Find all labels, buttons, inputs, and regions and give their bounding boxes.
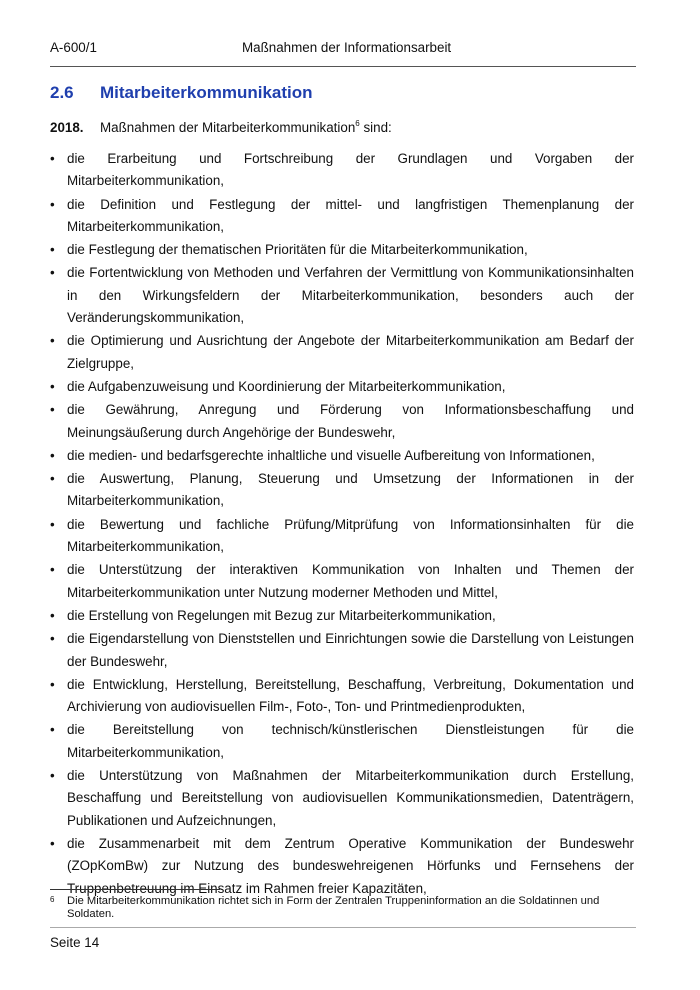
- document-title: Maßnahmen der Informationsarbeit: [242, 40, 452, 55]
- list-item: • die Erarbeitung und Fortschreibung der Grundlagen und Vorgaben der Mitarbeiterkommunikation,: [50, 148, 634, 193]
- footnote-mark: 6: [50, 895, 55, 904]
- section-number: 2.6: [50, 83, 74, 102]
- measures-list: [50, 148, 634, 901]
- page-footer: [50, 927, 636, 950]
- list-item: • die Unterstützung der interaktiven Kommunikation von Inhalten und Themen der Mitarbeiterkommunikation unter Nutzung moderner Methoden und Mittel,: [50, 559, 634, 604]
- list-item: • die Fortentwicklung von Methoden und Verfahren der Vermittlung von Kommunikationsinhalten in den Wirkungsfeldern der Mitarbeiterkommunikation, besonders auch der Veränderungskommunikation,: [50, 262, 634, 329]
- page-header: [50, 40, 636, 67]
- intro-suffix: sind:: [359, 120, 392, 135]
- list-item: • die Aufgabenzuweisung und Koordinierung der Mitarbeiterkommunikation,: [50, 376, 634, 398]
- list-item: • die Bewertung und fachliche Prüfung/Mitprüfung von Informationsinhalten für die Mitarbeiterkommunikation,: [50, 514, 634, 559]
- list-item: • die medien- und bedarfsgerechte inhaltliche und visuelle Aufbereitung von Informationen,: [50, 445, 634, 467]
- list-item: • die Zusammenarbeit mit dem Zentrum Operative Kommunikation der Bundeswehr (ZOpKomBw) zur Nutzung des bundeswehreigenen Hörfunks und Fernsehens der Truppenbetreuung im Einsatz im Rahmen freier Kapazitäten,: [50, 833, 634, 900]
- footnote: [50, 895, 634, 921]
- list-item: • die Eigendarstellung von Dienststellen und Einrichtungen sowie die Darstellung von Leistungen der Bundeswehr,: [50, 628, 634, 673]
- intro-paragraph: [50, 119, 392, 135]
- intro-text: Maßnahmen der Mitarbeiterkommunikation: [100, 120, 356, 135]
- list-item: • die Entwicklung, Herstellung, Bereitstellung, Beschaffung, Verbreitung, Dokumentation und Archivierung von audiovisuellen Film-, Foto-, Ton- und Printmedienprodukten,: [50, 674, 634, 719]
- list-item: • die Bereitstellung von technisch/künstlerischen Dienstleistungen für die Mitarbeiterkommunikation,: [50, 719, 634, 764]
- section-title: Mitarbeiterkommunikation: [100, 83, 313, 102]
- page-number: Seite 14: [50, 935, 100, 950]
- footnote-divider: [50, 889, 220, 890]
- paragraph-number: 2018.: [50, 120, 84, 135]
- document-id: A-600/1: [50, 40, 97, 55]
- list-item: • die Auswertung, Planung, Steuerung und Umsetzung der Informationen in der Mitarbeiterkommunikation,: [50, 468, 634, 513]
- section-heading: [50, 83, 313, 103]
- list-item: • die Definition und Festlegung der mittel- und langfristigen Themenplanung der Mitarbeiterkommunikation,: [50, 194, 634, 239]
- list-item: • die Erstellung von Regelungen mit Bezug zur Mitarbeiterkommunikation,: [50, 605, 634, 627]
- footnote-text: Die Mitarbeiterkommunikation richtet sich in Form der Zentralen Truppeninformation an die Soldatinnen und Soldaten.: [67, 895, 600, 920]
- list-item: • die Unterstützung von Maßnahmen der Mitarbeiterkommunikation durch Erstellung, Beschaffung und Bereitstellung von audiovisuellen Kommunikationsmedien, Datenträgern, Publikationen und Aufzeichnungen,: [50, 765, 634, 832]
- list-item: • die Festlegung der thematischen Prioritäten für die Mitarbeiterkommunikation,: [50, 239, 634, 261]
- footnote-reference[interactable]: 6: [355, 119, 360, 128]
- list-item: • die Optimierung und Ausrichtung der Angebote der Mitarbeiterkommunikation am Bedarf der Zielgruppe,: [50, 330, 634, 375]
- list-item: • die Gewährung, Anregung und Förderung von Informationsbeschaffung und Meinungsäußerung durch Angehörige der Bundeswehr,: [50, 399, 634, 444]
